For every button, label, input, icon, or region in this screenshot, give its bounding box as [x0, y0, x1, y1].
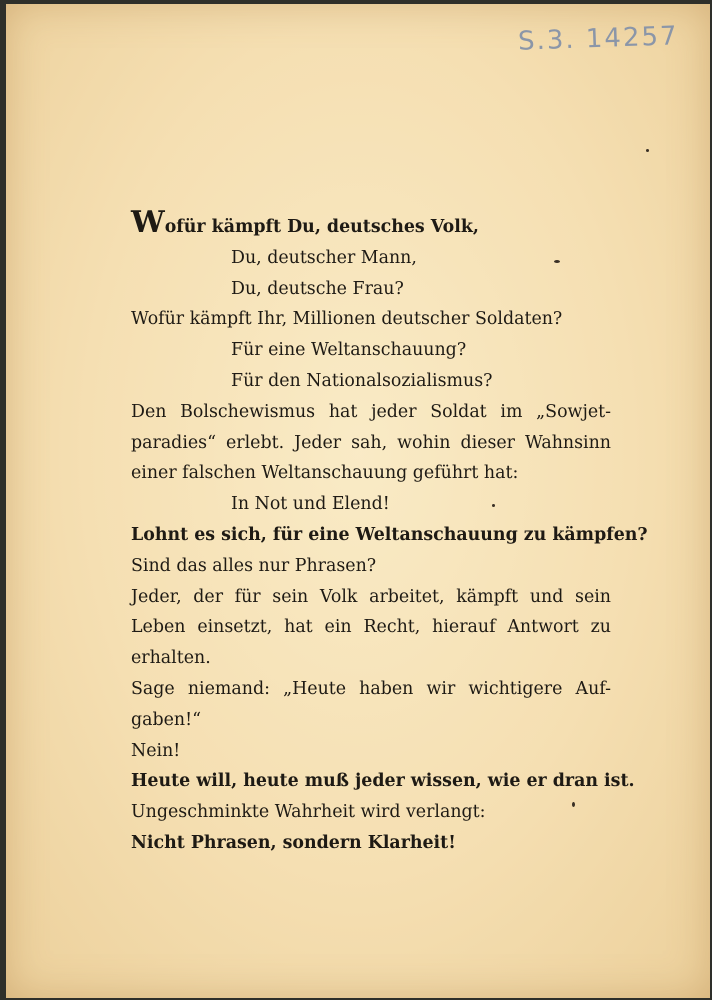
- text-line: Für den Nationalsozialismus?: [231, 370, 493, 391]
- text-line: einer falschen Weltanschauung geführt hat:: [131, 463, 519, 484]
- document-page: [6, 4, 710, 998]
- text-line: paradies“ erlebt. Jeder sah, wohin dieser Wahnsinn: [131, 432, 611, 453]
- text-line: Sage niemand: „Heute haben wir wichtigere Auf-: [131, 678, 611, 699]
- text-line: [131, 205, 611, 243]
- text-line: Du, deutsche Frau?: [231, 278, 404, 299]
- text-line: Leben einsetzt, hat ein Recht, hierauf Antwort zu: [131, 617, 611, 638]
- text-line: Heute will, heute muß jeder wissen, wie er dran ist.: [131, 771, 635, 792]
- text-line: Nicht Phrasen, sondern Klarheit!: [131, 832, 456, 853]
- text-line: Nein!: [131, 740, 181, 761]
- text-line: Sind das alles nur Phrasen?: [131, 555, 377, 576]
- text-line: erhalten.: [131, 648, 211, 669]
- text-line: In Not und Elend!: [231, 494, 390, 515]
- line-text: ofür kämpft Du, deutsches Volk,: [164, 217, 479, 237]
- text-line: gaben!“: [131, 709, 202, 730]
- drop-cap: W: [131, 205, 165, 240]
- paper-speck: [646, 149, 649, 152]
- text-line: Ungeschminkte Wahrheit wird verlangt:: [131, 802, 486, 823]
- text-line: Den Bolschewismus hat jeder Soldat im „Sowjet-: [131, 401, 611, 422]
- text-line: Lohnt es sich, für eine Weltanschauung zu kämpfen?: [131, 524, 648, 545]
- text-line: Jeder, der für sein Volk arbeitet, kämpft und sein: [131, 586, 611, 607]
- text-line: Für eine Weltanschauung?: [231, 340, 467, 361]
- archive-signature: S.3. 14257: [517, 21, 680, 57]
- text-line: Du, deutscher Mann,: [231, 247, 417, 268]
- body-text: [131, 205, 648, 859]
- text-line: Wofür kämpft Ihr, Millionen deutscher Soldaten?: [131, 309, 563, 330]
